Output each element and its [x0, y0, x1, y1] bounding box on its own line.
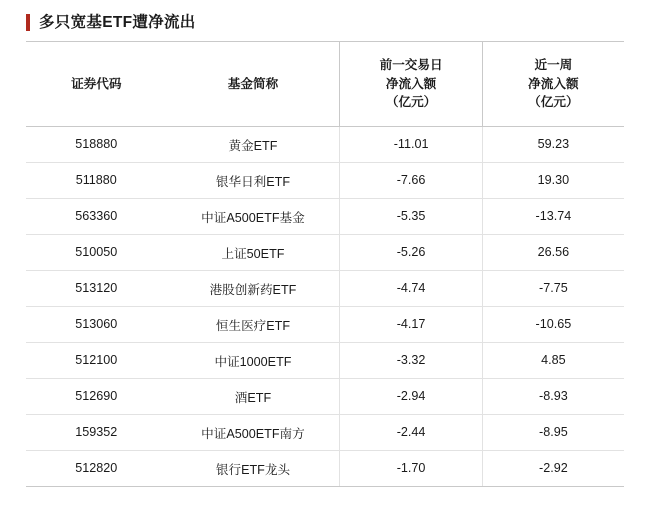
cell-name: 上证50ETF	[167, 234, 340, 270]
cell-name: 中证A500ETF基金	[167, 198, 340, 234]
cell-code: 563360	[26, 198, 167, 234]
table-row	[26, 414, 624, 450]
table-header	[26, 42, 624, 126]
cell-week: 4.85	[482, 342, 624, 378]
cell-week: 26.56	[482, 234, 624, 270]
column-header-prev-day-line-2: 净流入额	[385, 76, 437, 91]
table-row	[26, 234, 624, 270]
cell-week: -7.75	[482, 270, 624, 306]
table-row	[26, 198, 624, 234]
cell-week: 59.23	[482, 126, 624, 162]
cell-name: 银行ETF龙头	[215, 462, 291, 477]
cell-prev-day: -4.74	[340, 270, 482, 306]
cell-code: 513060	[26, 306, 167, 342]
table-row	[26, 126, 624, 162]
table-row	[26, 342, 624, 378]
cell-prev-day: -7.66	[340, 162, 482, 198]
column-header-code-line-1: 证券代码	[71, 76, 122, 91]
cell-name: 恒生医疗ETF	[167, 306, 340, 342]
cell-week: -13.74	[482, 198, 624, 234]
table-row	[26, 378, 624, 414]
column-header-name-line-1: 基金简称	[227, 76, 279, 91]
cell-prev-day: -2.94	[340, 378, 482, 414]
cell-prev-day: -5.35	[340, 198, 482, 234]
column-header-week-line-2: 净流入额	[528, 76, 579, 91]
cell-prev-day: -5.26	[340, 234, 482, 270]
cell-name: 黄金ETF	[167, 126, 340, 162]
column-header-week-line-3: （亿元）	[528, 94, 579, 109]
page-title: 多只宽基ETF遭净流出	[39, 13, 196, 31]
column-header-prev-day	[340, 42, 482, 126]
cell-code: 510050	[26, 234, 167, 270]
column-header-prev-day-line-3: （亿元）	[385, 94, 437, 109]
column-header-week-line-1: 近一周	[534, 58, 573, 73]
cell-code: 511880	[26, 162, 167, 198]
cell-code: 513120	[26, 270, 167, 306]
cell-name: 酒ETF	[167, 378, 340, 414]
table-row	[26, 306, 624, 342]
cell-week: -8.95	[482, 414, 624, 450]
cell-name: 中证A500ETF南方	[167, 414, 340, 450]
cell-name: 港股创新药ETF	[167, 270, 340, 306]
cell-prev-day: -2.44	[340, 414, 482, 450]
cell-week: -2.92	[482, 450, 624, 486]
cell-code: 512100	[26, 342, 167, 378]
table-body	[26, 126, 624, 486]
table-row	[26, 162, 624, 198]
cell-prev-day: -3.32	[340, 342, 482, 378]
cell-week: -8.93	[482, 378, 624, 414]
cell-name: 银华日利ETF	[167, 162, 340, 198]
column-header-week	[482, 42, 624, 126]
cell-prev-day: -11.01	[340, 126, 482, 162]
cell-week: -10.65	[482, 306, 624, 342]
cell-prev-day: -1.70	[340, 450, 482, 486]
cell-code: 512690	[26, 378, 167, 414]
cell-code: 518880	[26, 126, 167, 162]
title-row	[0, 0, 650, 41]
column-header-name	[167, 42, 340, 126]
table-row	[26, 270, 624, 306]
table-row	[26, 450, 624, 486]
cell-code: 512820	[75, 461, 118, 476]
column-header-prev-day-line-1: 前一交易日	[379, 58, 443, 73]
cell-prev-day: -4.17	[340, 306, 482, 342]
cell-week: 19.30	[482, 162, 624, 198]
cell-code: 159352	[26, 414, 167, 450]
cell-name: 中证1000ETF	[167, 342, 340, 378]
etf-table-container	[26, 41, 624, 487]
etf-table	[26, 42, 624, 486]
title-accent-bar	[26, 14, 30, 31]
column-header-code	[26, 42, 167, 126]
table-header-row	[26, 42, 624, 126]
